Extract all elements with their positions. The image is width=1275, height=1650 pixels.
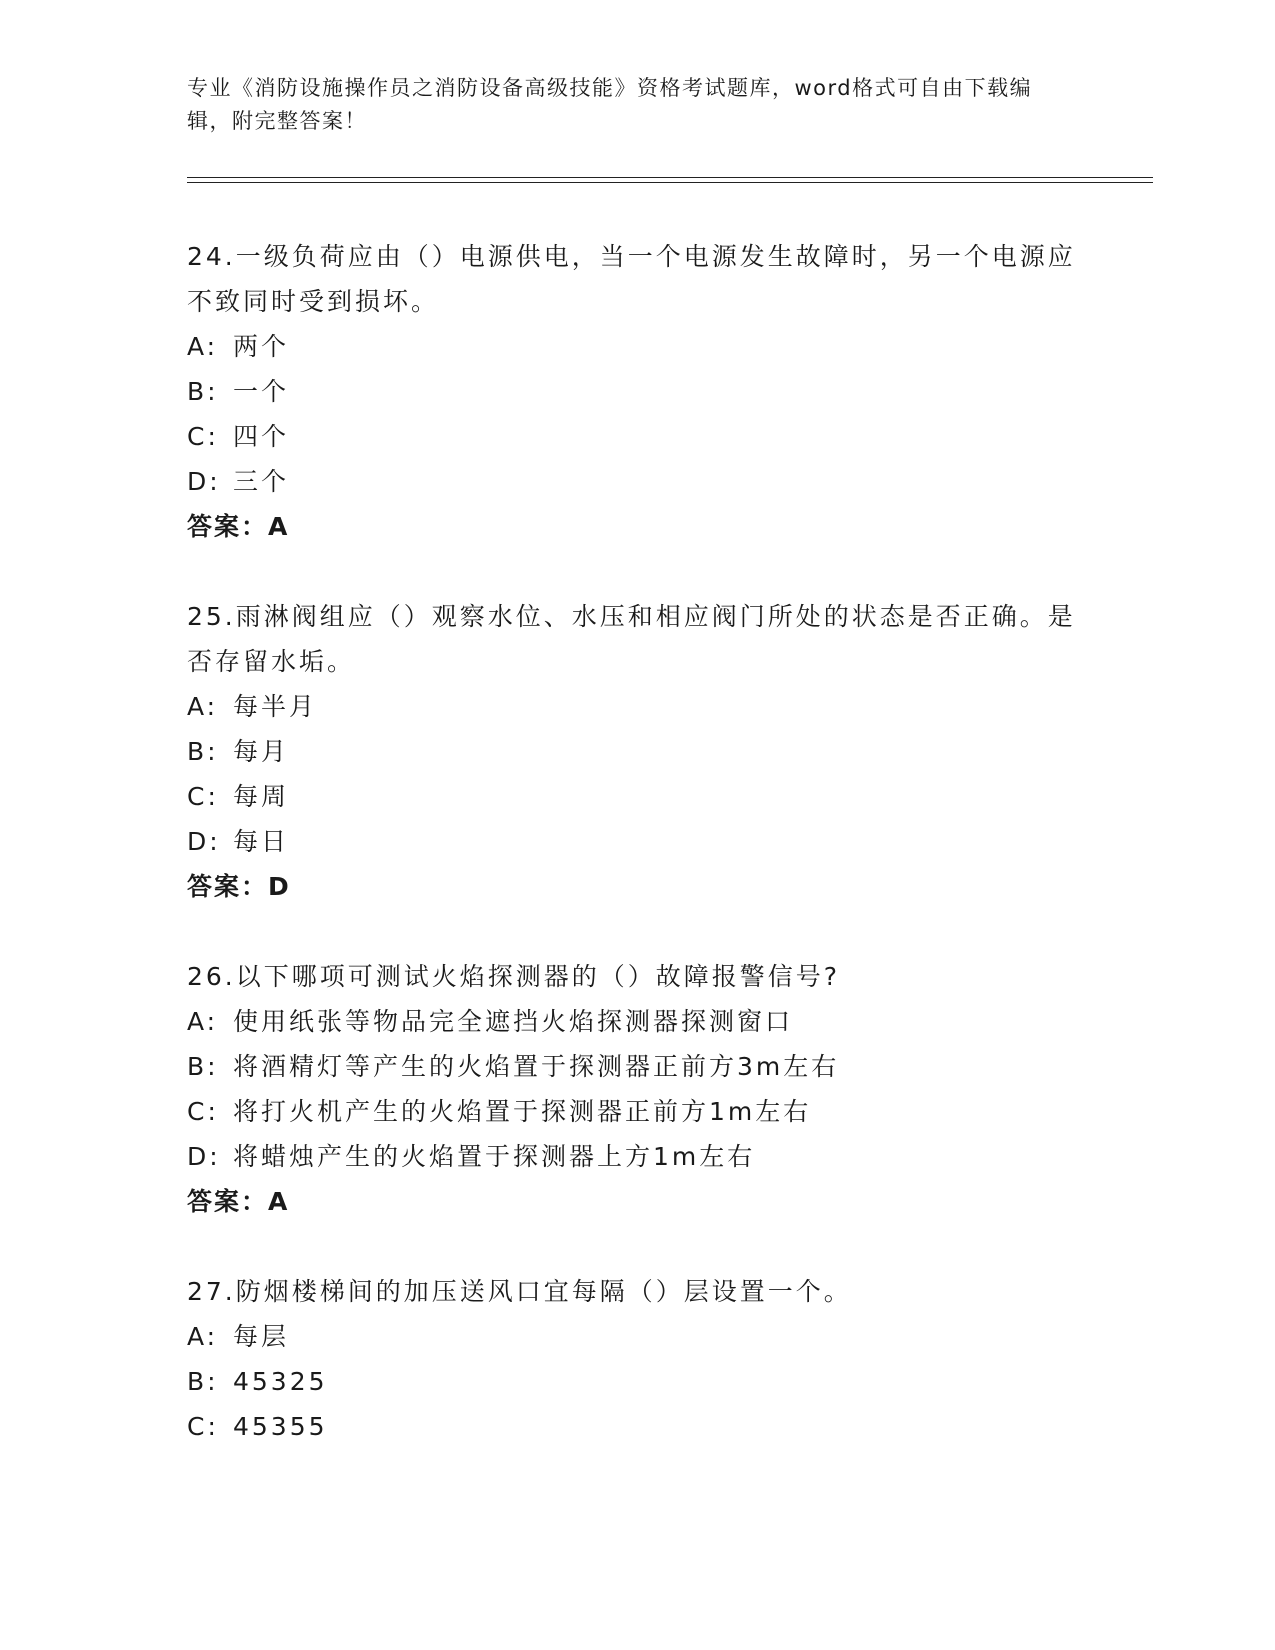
option-letter: A:	[187, 332, 219, 361]
option-text: 将蜡烛产生的火焰置于探测器上方1m左右	[233, 1142, 756, 1171]
option-d	[187, 1134, 1087, 1179]
option-b	[187, 1044, 1087, 1089]
header-divider-bottom	[187, 182, 1153, 183]
option-letter: B:	[187, 1052, 219, 1081]
option-a	[187, 1314, 1087, 1359]
option-text: 两个	[233, 332, 290, 361]
question-24	[187, 234, 1087, 550]
option-text: 使用纸张等物品完全遮挡火焰探测器探测窗口	[233, 1007, 794, 1036]
option-letter: C:	[187, 1097, 219, 1126]
header-divider-top	[187, 177, 1153, 178]
question-text: 26.以下哪项可测试火焰探测器的（）故障报警信号?	[187, 962, 841, 991]
option-d	[187, 819, 1087, 864]
option-a	[187, 999, 1087, 1044]
option-text: 将酒精灯等产生的火焰置于探测器正前方3m左右	[233, 1052, 840, 1081]
option-c	[187, 414, 1087, 459]
option-letter: A:	[187, 1322, 219, 1351]
question-list	[187, 234, 1087, 1449]
option-d	[187, 459, 1087, 504]
question-26	[187, 954, 1087, 1225]
option-letter: D:	[187, 467, 221, 496]
option-text: 一个	[233, 377, 290, 406]
option-b	[187, 729, 1087, 774]
option-c	[187, 774, 1087, 819]
option-c	[187, 1404, 1087, 1449]
option-letter: B:	[187, 377, 219, 406]
option-letter: C:	[187, 782, 219, 811]
answer-line: 答案：D	[187, 872, 291, 901]
question-text: 27.防烟楼梯间的加压送风口宜每隔（）层设置一个。	[187, 1277, 852, 1306]
option-letter: D:	[187, 827, 221, 856]
option-b	[187, 369, 1087, 414]
option-a	[187, 324, 1087, 369]
option-text: 将打火机产生的火焰置于探测器正前方1m左右	[233, 1097, 812, 1126]
option-text: 每半月	[233, 692, 318, 721]
option-letter: C:	[187, 1412, 219, 1441]
question-25	[187, 594, 1087, 910]
option-a	[187, 684, 1087, 729]
option-letter: B:	[187, 737, 219, 766]
option-c	[187, 1089, 1087, 1134]
option-letter: D:	[187, 1142, 221, 1171]
option-text: 每层	[233, 1322, 290, 1351]
option-text: 三个	[233, 467, 290, 496]
option-letter: B:	[187, 1367, 219, 1396]
option-letter: A:	[187, 692, 219, 721]
answer-line: 答案：A	[187, 1187, 290, 1216]
option-text: 每月	[233, 737, 290, 766]
question-text: 24.一级负荷应由（）电源供电，当一个电源发生故障时，另一个电源应不致同时受到损坏。	[187, 242, 1076, 316]
option-b	[187, 1359, 1087, 1404]
option-text: 45355	[233, 1412, 328, 1441]
question-27	[187, 1269, 1087, 1449]
option-letter: C:	[187, 422, 219, 451]
answer-line: 答案：A	[187, 512, 290, 541]
option-text: 45325	[233, 1367, 328, 1396]
question-text: 25.雨淋阀组应（）观察水位、水压和相应阀门所处的状态是否正确。是否存留水垢。	[187, 602, 1076, 676]
option-letter: A:	[187, 1007, 219, 1036]
document-header: 专业《消防设施操作员之消防设备高级技能》资格考试题库，word格式可自由下载编辑，附完整答案！	[187, 76, 1033, 133]
option-text: 四个	[233, 422, 290, 451]
option-text: 每周	[233, 782, 290, 811]
option-text: 每日	[233, 827, 290, 856]
